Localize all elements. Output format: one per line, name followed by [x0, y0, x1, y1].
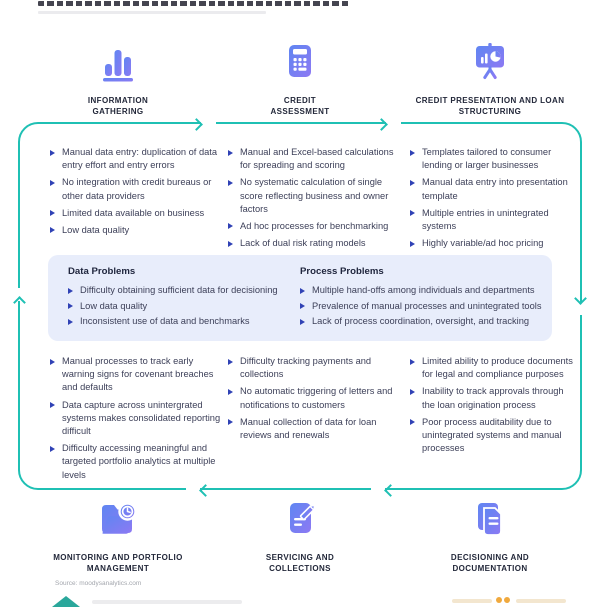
bullet-text: Multiple hand-offs among individuals and departments: [312, 285, 535, 295]
bullet-text: No systematic calculation of single score reflecting business and owner factors: [240, 177, 389, 214]
bullet-text: Manual data entry: duplication of data entry effort and entry errors: [62, 147, 218, 171]
bullet-triangle-icon: [50, 359, 55, 365]
bullet-item: [50, 224, 220, 237]
bullet-triangle-icon: [228, 241, 233, 247]
issues-list-monitoring: [50, 355, 226, 486]
data-problems-list: [68, 284, 300, 329]
footer-logo-triangle: [52, 596, 80, 607]
bullet-triangle-icon: [50, 446, 55, 452]
bullet-triangle-icon: [410, 419, 415, 425]
bullet-text: Limited ability to produce documents for legal and compliance purposes: [422, 356, 573, 380]
stage-label: INFORMATION GATHERING: [87, 96, 149, 117]
issues-list-information-gathering: [50, 146, 220, 241]
bullet-triangle-icon: [300, 288, 305, 294]
bullet-triangle-icon: [300, 303, 305, 309]
bullet-text: Ad hoc processes for benchmarking: [240, 220, 389, 231]
bullet-text: Manual and Excel-based calculations for spreading and scoring: [240, 147, 394, 171]
footer-dot-icon: [504, 597, 510, 603]
stage-decisioning: [400, 495, 580, 574]
border-gap: [371, 486, 385, 492]
folder-clock-icon: [94, 495, 142, 543]
data-problems-title: Data Problems: [68, 266, 136, 277]
issues-list-servicing: [228, 355, 404, 446]
calculator-icon: [276, 38, 324, 86]
cropped-title-text: [38, 1, 350, 6]
bullet-item: [50, 146, 220, 172]
bullet-triangle-icon: [410, 241, 415, 247]
stage-information-gathering: [28, 38, 208, 117]
bullet-triangle-icon: [50, 150, 55, 156]
bullet-text: Poor process auditability due to unintegrated systems and manual processes: [422, 416, 562, 454]
stage-monitoring: [28, 495, 208, 574]
stage-label: CREDIT PRESENTATION AND LOAN STRUCTURING: [415, 96, 565, 117]
bullet-triangle-icon: [228, 359, 233, 365]
bullet-item: [228, 385, 404, 411]
bullet-item: [68, 315, 300, 328]
footer-cropped-watermark: [516, 599, 566, 603]
issues-list-credit-assessment: [228, 146, 404, 254]
bullet-triangle-icon: [228, 180, 233, 186]
bullet-item: [228, 176, 404, 216]
bullet-item: [228, 416, 404, 442]
bullet-text: Manual data entry into presentation template: [422, 177, 568, 201]
bullet-text: Inability to track approvals through the loan origination process: [422, 386, 564, 410]
bullet-item: [50, 207, 220, 220]
documents-icon: [466, 495, 514, 543]
bullet-text: No automatic triggering of letters and notifications to customers: [240, 386, 393, 410]
bullet-triangle-icon: [410, 210, 415, 216]
bullet-triangle-icon: [300, 319, 305, 325]
bullet-triangle-icon: [228, 389, 233, 395]
bullet-item: [68, 284, 300, 297]
bullet-text: Limited data available on business: [62, 207, 205, 218]
process-problems-section: [300, 266, 546, 331]
bullet-text: Lack of process coordination, oversight, and tracking: [312, 316, 530, 327]
bullet-text: Lack of dual risk rating models: [240, 238, 366, 249]
bullet-text: Highly variable/ad hoc pricing: [422, 238, 544, 249]
bullet-item: [410, 207, 574, 233]
stage-label: SERVICING AND COLLECTIONS: [265, 553, 335, 574]
bullet-text: Data capture across unintergrated systems makes consolidated reporting difficult: [62, 399, 221, 436]
bullet-item: [300, 315, 546, 328]
stage-label: MONITORING AND PORTFOLIO MANAGEMENT: [53, 553, 183, 574]
bullet-triangle-icon: [228, 150, 233, 156]
bullet-item: [50, 399, 226, 439]
bullet-text: Multiple entries in unintegrated systems: [422, 207, 549, 231]
process-problems-list: [300, 284, 546, 329]
bullet-item: [300, 284, 546, 297]
bullet-item: [410, 385, 578, 411]
bullet-item: [410, 355, 578, 381]
document-pencil-icon: [276, 495, 324, 543]
issues-list-credit-presentation: [410, 146, 574, 254]
bullet-item: [68, 300, 300, 313]
central-problems-panel: [48, 255, 552, 341]
border-gap: [186, 486, 200, 492]
bullet-text: Low data quality: [80, 300, 148, 311]
stage-credit-presentation: [400, 38, 580, 117]
footer-cropped-text: [92, 600, 242, 604]
stage-servicing: [210, 495, 390, 574]
bullet-item: [228, 220, 404, 233]
bullet-triangle-icon: [50, 210, 55, 216]
bullet-item: [50, 442, 226, 482]
process-problems-title: Process Problems: [300, 266, 384, 277]
bullet-item: [410, 176, 574, 202]
border-gap: [201, 120, 216, 126]
bullet-triangle-icon: [50, 180, 55, 186]
bullet-triangle-icon: [68, 319, 73, 325]
bullet-item: [228, 146, 404, 172]
presentation-chart-icon: [466, 38, 514, 86]
bullet-text: Templates tailored to consumer lending or larger businesses: [422, 147, 552, 171]
source-note: Source: moodysanalytics.com: [55, 580, 142, 587]
bullet-triangle-icon: [68, 288, 73, 294]
bullet-text: Low data quality: [62, 224, 130, 235]
bullet-text: Manual processes to track early warning signs for covenant breaches and defaults: [62, 356, 214, 393]
bullet-item: [300, 300, 546, 313]
bullet-text: Prevalence of manual processes and unintegrated tools: [312, 300, 542, 311]
data-problems-section: [68, 266, 300, 331]
bar-chart-icon: [94, 38, 142, 86]
bullet-triangle-icon: [68, 303, 73, 309]
bullet-text: Inconsistent use of data and benchmarks: [80, 316, 250, 327]
bullet-text: Difficulty accessing meaningful and targeted portfolio analytics at multiple levels: [62, 443, 216, 480]
stage-label: DECISIONING AND DOCUMENTATION: [450, 553, 530, 574]
bullet-triangle-icon: [410, 150, 415, 156]
bullet-triangle-icon: [410, 359, 415, 365]
stage-label: CREDIT ASSESSMENT: [270, 96, 330, 117]
bullet-triangle-icon: [410, 180, 415, 186]
footer-cropped-watermark: [452, 599, 492, 603]
bullet-triangle-icon: [50, 402, 55, 408]
bullet-text: Difficulty tracking payments and collections: [240, 356, 372, 380]
bullet-triangle-icon: [228, 419, 233, 425]
bullet-item: [410, 416, 578, 456]
bullet-text: No integration with credit bureaus or other data providers: [62, 177, 212, 201]
footer-dot-icon: [496, 597, 502, 603]
bullet-triangle-icon: [228, 223, 233, 229]
bullet-text: Manual collection of data for loan reviews and renewals: [240, 416, 377, 440]
bullet-item: [228, 355, 404, 381]
bullet-item: [50, 355, 226, 395]
bullet-triangle-icon: [50, 227, 55, 233]
bullet-item: [410, 146, 574, 172]
bullet-item: [228, 237, 404, 250]
cropped-subtitle-text: [38, 11, 266, 14]
stage-credit-assessment: [210, 38, 390, 117]
bullet-text: Difficulty obtaining sufficient data for decisioning: [80, 285, 278, 295]
bullet-item: [50, 176, 220, 202]
issues-list-decisioning: [410, 355, 578, 459]
border-gap: [386, 120, 401, 126]
bullet-item: [410, 237, 574, 250]
bullet-triangle-icon: [410, 389, 415, 395]
